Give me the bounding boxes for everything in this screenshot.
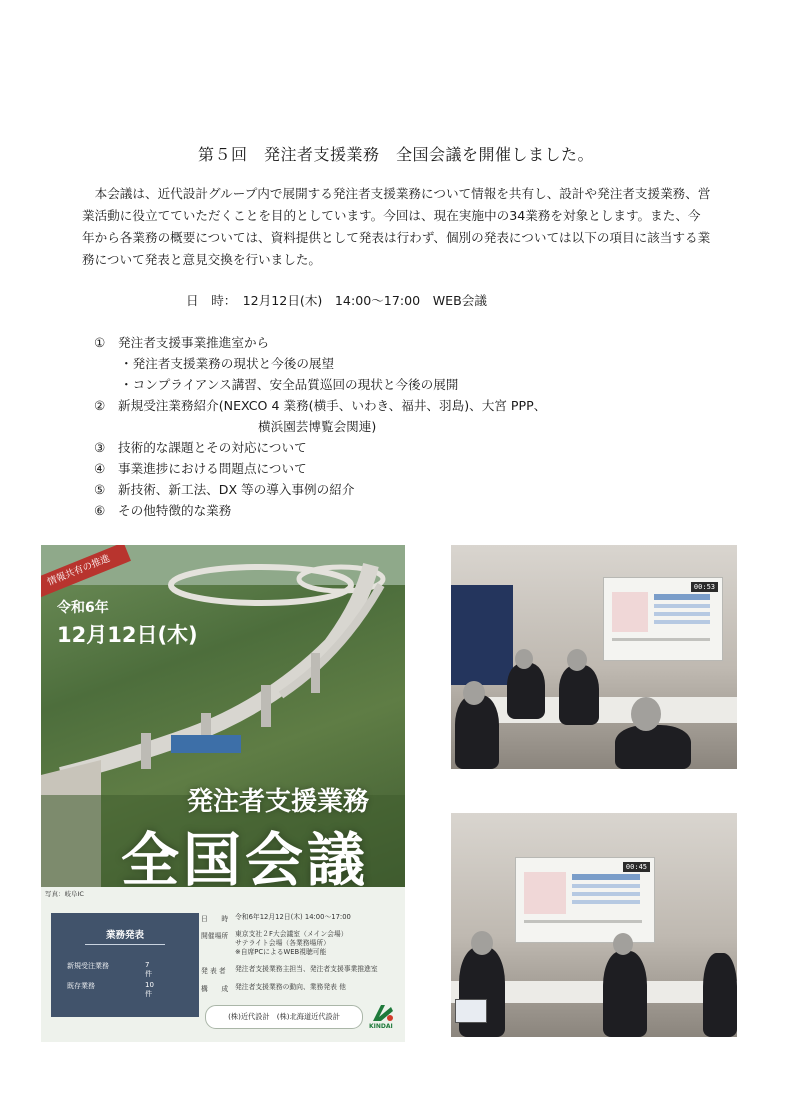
intro-line: 34業務を対象とします。また、今年から各業務の概要については、資料提供として発表は行わ [82, 208, 701, 245]
agenda-subitem: ・発注者支援業務の現状と今後の展望 [120, 356, 335, 371]
meeting-photo-1 [451, 545, 737, 769]
projection-screen [603, 577, 723, 661]
agenda-item [94, 479, 694, 500]
agenda-text: 新規受注業務紹介(NEXCO 4 業務(横手、いわき、福井、羽島)、大宮 PPP、 [118, 398, 547, 413]
intro-paragraph [82, 183, 712, 271]
video-timer: 00:45 [623, 862, 650, 872]
poster-photo-interchange [41, 545, 405, 887]
attendee-head [515, 649, 533, 669]
info-value: 令和6年12月12日(木) 14:00～17:00 [235, 913, 351, 921]
box-heading: 業務発表 [85, 927, 165, 945]
agenda-list [94, 332, 694, 521]
attendee [703, 953, 737, 1037]
agenda-number: ③ [94, 440, 106, 455]
info-label: 開催場所 [201, 932, 229, 940]
kindai-logo-icon [371, 1003, 395, 1023]
event-poster [41, 545, 405, 1042]
presentation-count-box [51, 913, 199, 1017]
venue-line: 東京支社２F大会議室（メイン会場） [235, 930, 348, 938]
attendee-head [471, 931, 493, 955]
attendee [455, 695, 499, 769]
poster-subtitle: 発注者支援業務 [187, 787, 370, 817]
box-row-new [67, 961, 152, 978]
venue-line: ※自席PCによるWEB視聴可能 [235, 948, 327, 956]
agenda-number: ② [94, 398, 106, 413]
agenda-text: 技術的な課題とその対応について [118, 440, 307, 455]
poster-era: 令和6年 [57, 600, 109, 616]
meeting-datetime: 日 時： 12月12日(木) 14:00～17:00 WEB会議 [186, 293, 487, 308]
info-value: 発注者支援業務の動向、業務発表 他 [235, 983, 346, 991]
agenda-number: ⑥ [94, 503, 106, 518]
agenda-text: 発注者支援事業推進室から [118, 335, 270, 350]
attendee [603, 951, 647, 1037]
attendee [559, 665, 599, 725]
projection-screen [515, 857, 655, 943]
poster-ribbon: 情報共有の推進 [41, 545, 131, 600]
agenda-item [94, 437, 694, 458]
laptop-icon [455, 999, 487, 1023]
box-row-value: 10件 [145, 981, 154, 998]
company-names: (株)近代設計 (株)北海道近代設計 [205, 1005, 363, 1029]
backdrop-banner [451, 585, 513, 685]
attendee-head [631, 697, 661, 731]
agenda-text: その他特徴的な業務 [118, 503, 232, 518]
attendee-head [567, 649, 587, 671]
poster-date: 12月12日(木) [57, 623, 198, 647]
attendee [615, 725, 691, 769]
agenda-item [94, 458, 694, 479]
intro-line: ず、個別の発表については以下の項目に該当する業務について発表と意見交換を行いました。 [82, 230, 711, 267]
intro-line: 注者支援業務、営業活動に役立てていただくことを目的としています。今回は、現在実施中の [82, 186, 711, 223]
poster-photo-credit: 写真：岐阜IC [45, 890, 84, 898]
attendee-head [613, 933, 633, 955]
venue-line: サテライト会場（各業務場所） [235, 939, 330, 947]
info-label: 構 成 [201, 985, 229, 993]
info-value [235, 930, 401, 957]
intro-line: 本会議は、近代設計グループ内で展開する発注者支援業務について情報を共有し、設計や発 [94, 186, 610, 201]
attendee [459, 947, 505, 1037]
meeting-photo-2 [451, 813, 737, 1037]
box-row-value: 7件 [145, 961, 152, 978]
poster-main-title: 全国会議 [121, 826, 370, 887]
agenda-item [94, 395, 694, 416]
page-title: 第５回 発注者支援業務 全国会議を開催しました。 [197, 145, 594, 164]
info-value: 発注者支援業務主担当、発注者支援事業推進室 [235, 965, 378, 973]
agenda-number: ① [94, 335, 106, 350]
logo-wordmark: KINDAI [369, 1023, 393, 1030]
video-timer: 00:53 [691, 582, 718, 592]
box-row-label: 新規受注業務 [67, 962, 109, 970]
agenda-number: ⑤ [94, 482, 106, 497]
agenda-text: 新技術、新工法、DX 等の導入事例の紹介 [118, 482, 355, 497]
agenda-item [94, 332, 694, 353]
info-label: 発 表 者 [201, 967, 226, 975]
attendee [507, 663, 545, 719]
info-label: 日 時 [201, 915, 229, 923]
agenda-number: ④ [94, 461, 106, 476]
agenda-subitem: ・コンプライアンス講習、安全品質巡回の現状と今後の展開 [120, 377, 459, 392]
agenda-text: 事業進捗における問題点について [118, 461, 307, 476]
box-row-existing [67, 981, 154, 998]
box-row-label: 既存業務 [67, 982, 95, 990]
attendee-head [463, 681, 485, 705]
agenda-continuation: 横浜園芸博覧会関連) [258, 419, 377, 434]
agenda-item [94, 500, 694, 521]
